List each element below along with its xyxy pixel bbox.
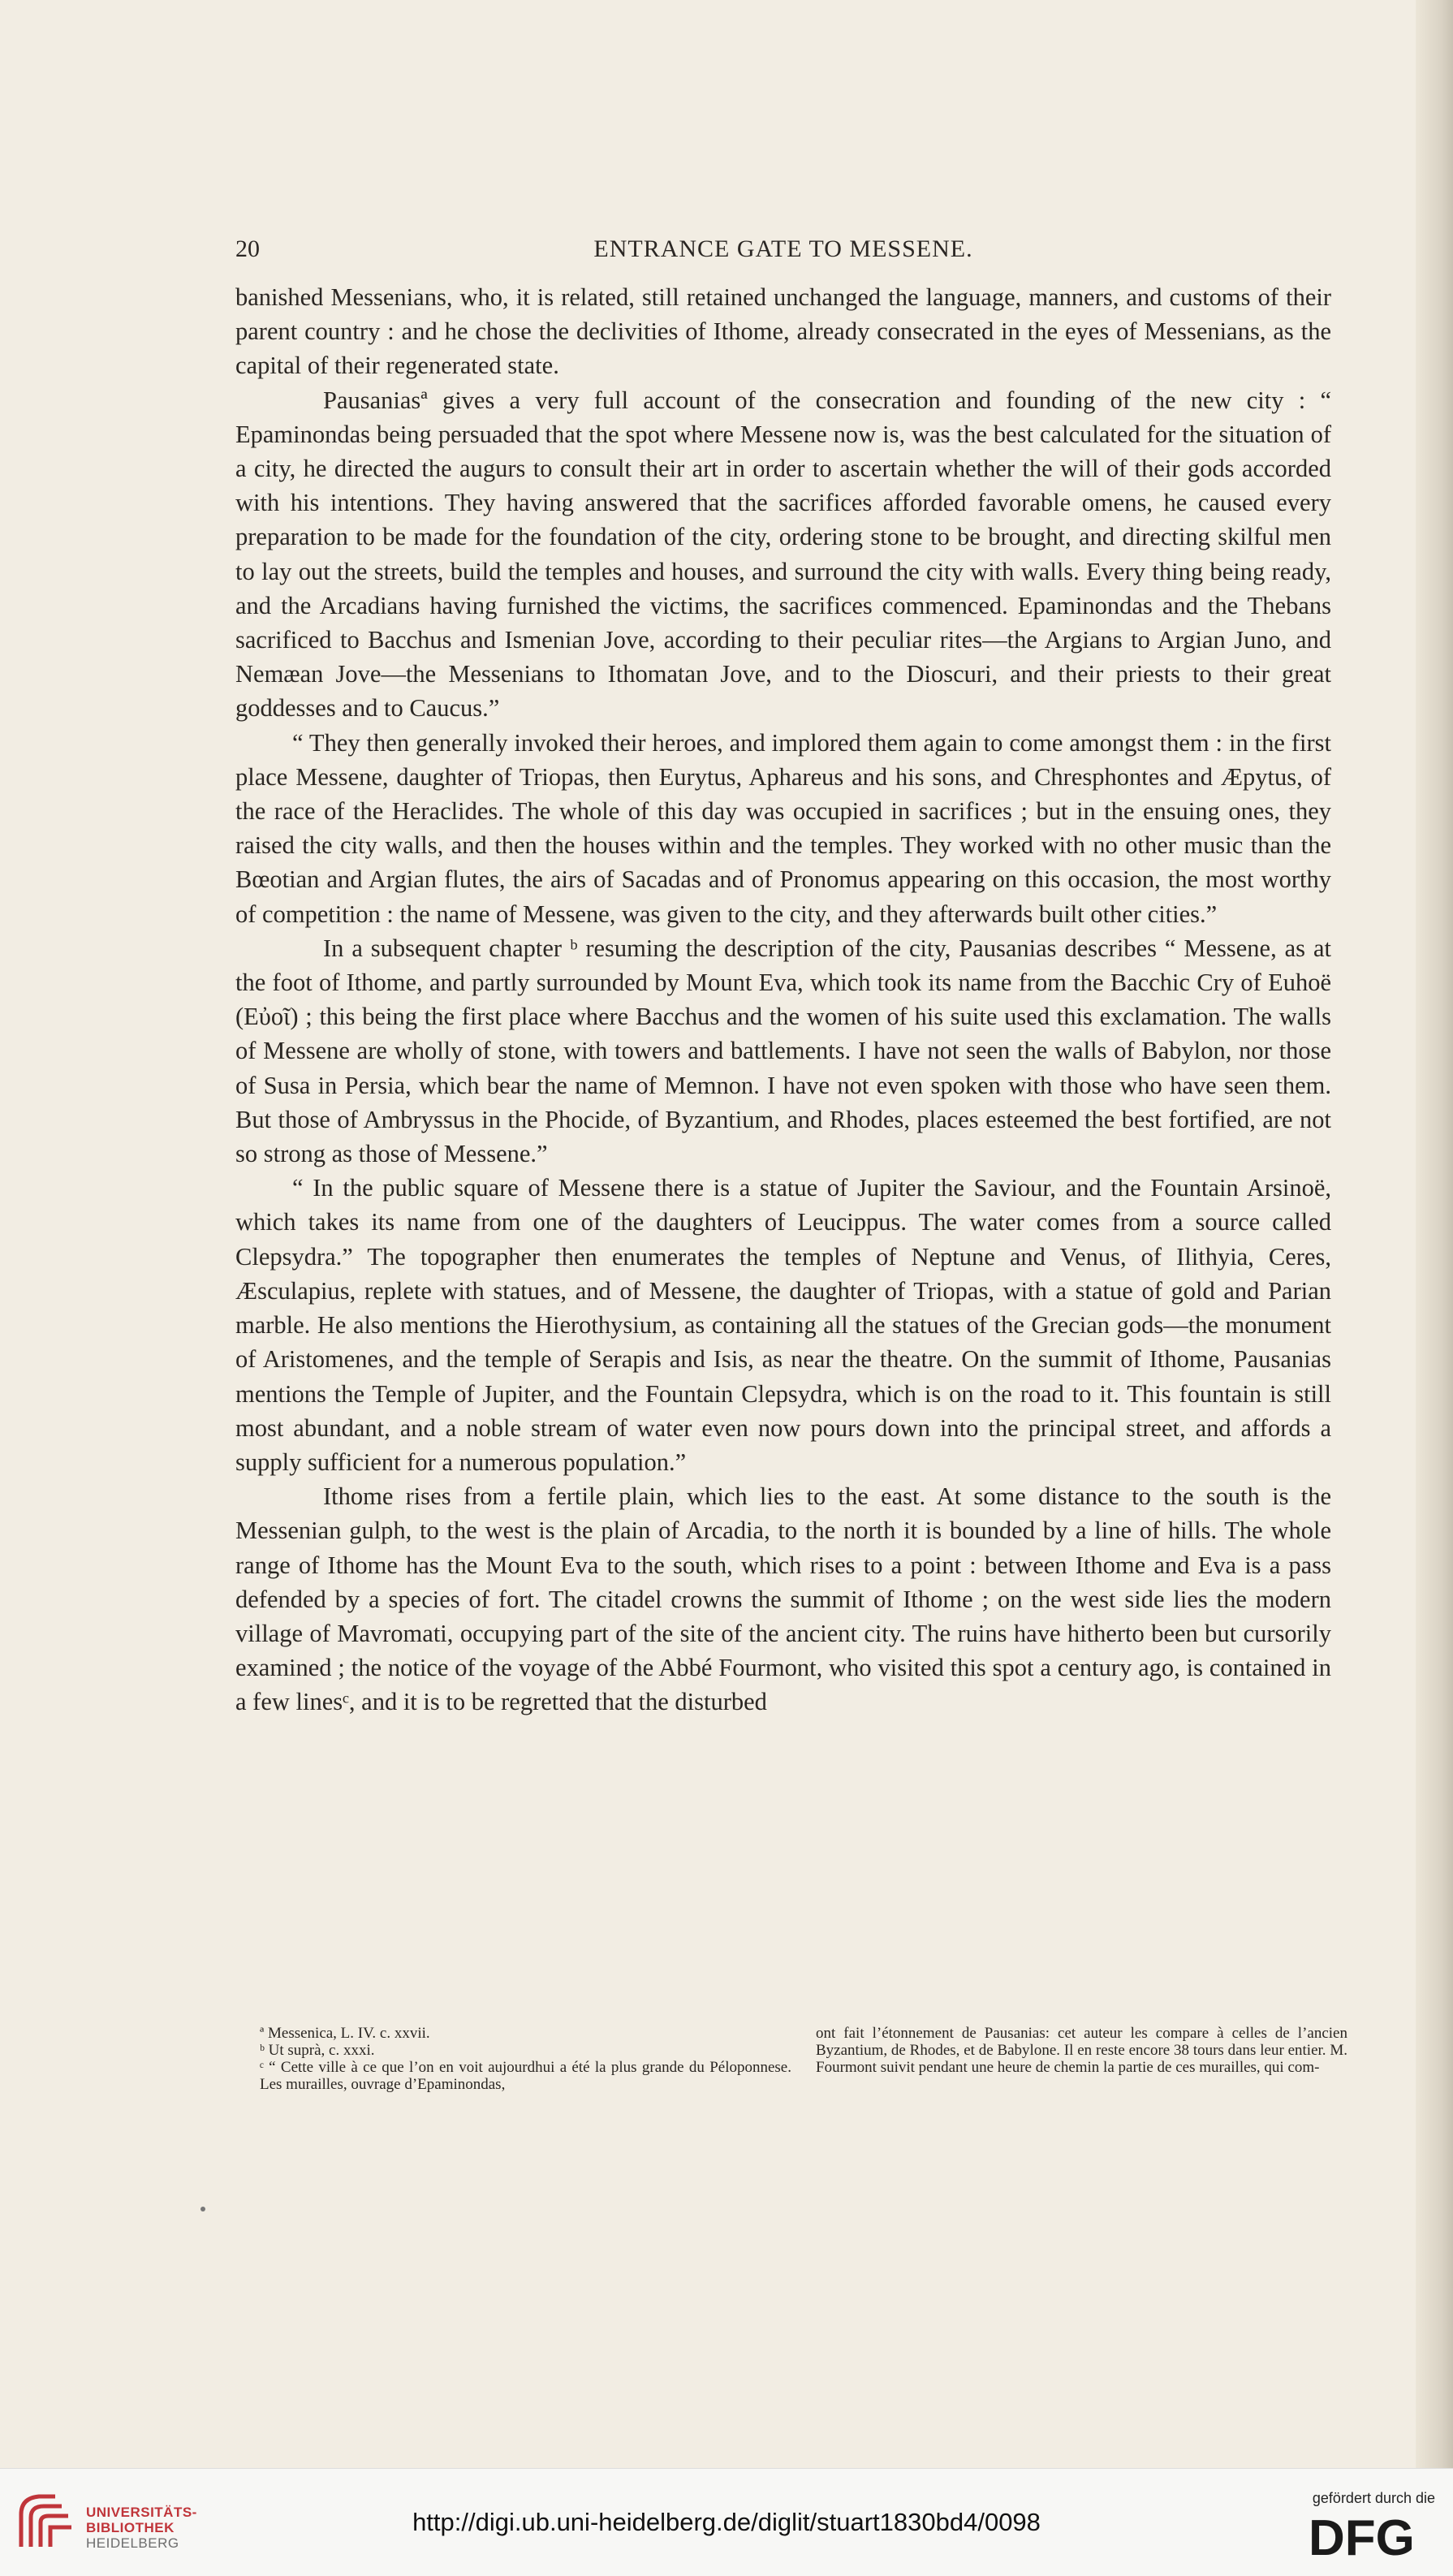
- dfg-logo-text: DFG: [1309, 2511, 1415, 2560]
- footnote-column-left: [260, 2025, 791, 2093]
- paragraph-4: In a subsequent chapter ᵇ resuming the description of the city, Pausanias describes “ Messene, as at the foot of Ithome, and partly surrounded by Mount Eva, which took its name from the Bacchic Cry of Euhoë (Εὐοῖ) ; this being the first place where Bacchus and the women of his suite used this exclamation. The walls of Messene are wholly of stone, with towers and battlements. I have not seen the walls of Babylon, nor those of Susa in Persia, which bear the name of Memnon. I have not even spoken with those who have seen them. But those of Ambryssus in the Phocide, of Byzantium, and Rhodes, places esteemed the best fortified, are not so strong as those of Messene.”: [235, 934, 1331, 1168]
- page-header: [235, 235, 1331, 268]
- footnote-c: ᶜ “ Cette ville à ce que l’on en voit aujourdhui a été la plus grande du Péloponnese. Les murailles, ouvrage d’Epaminondas,: [260, 2059, 791, 2093]
- library-name-line1: UNIVERSITÄTS-: [86, 2505, 197, 2520]
- permalink[interactable]: http://digi.ub.uni-heidelberg.de/diglit/stuart1830bd4/0098: [412, 2508, 1041, 2536]
- body-text: [235, 280, 1331, 1719]
- viewer-footer: [0, 2468, 1453, 2576]
- footnotes: [260, 2025, 1347, 2093]
- library-name-line3: HEIDELBERG: [86, 2535, 179, 2551]
- paragraph-2: Pausaniasª gives a very full account of the consecration and founding of the new city : “ Epaminondas being persuaded that the spot where Messene now is, was the best calculated for the situation of a city, he directed the augurs to consult their art in order to ascertain whether the will of their gods accorded with his intentions. They having answered that the sacrifices afforded favorable omens, he caused every preparation to be made for the foundation of the city, ordering stone to be brought, and directing skilful men to lay out the streets, build the temples and houses, and surround the city with walls. Every thing being ready, and the Arcadians having furnished the victims, the sacrifices commenced. Epaminondas and the Thebans sacrificed to Bacchus and Ismenian Jove, according to their peculiar rites—the Argians to Argian Juno, and Nemæan Jove—the Messenians to Ithomatan Jove, and to the Dioscuri, and their priests to their great goddesses and to Caucus.”: [235, 386, 1331, 723]
- paragraph-3: “ They then generally invoked their heroes, and implored them again to come amongst them : in the first place Messene, daughter of Triopas, then Eurytus, Aphareus and his sons, and Chresphontes and Æpytus, of the race of the Heraclides. The whole of this day was occupied in sacrifices ; but in the ensuing ones, they raised the city walls, and then the houses within and the temples. They worked with no other music than the Bœotian and Argian flutes, the airs of Sacadas and of Pronomus appearing on this occasion, the most worthy of competition : the name of Messene, was given to the city, and they afterwards built other cities.”: [235, 728, 1331, 928]
- footnote-a: ª Messenica, L. IV. c. xxvii.: [260, 2025, 430, 2042]
- sponsor-label: gefördert durch die: [1312, 2490, 1435, 2506]
- footnote-column-right: [816, 2025, 1347, 2093]
- paragraph-1: banished Messenians, who, it is related, still retained unchanged the language, manners, and customs of their parent country : and he chose the declivities of Ithome, already consecrated in the eyes of Messenians, as the capital of their regenerated state.: [235, 283, 1331, 380]
- paragraph-5: “ In the public square of Messene there is a statue of Jupiter the Saviour, and the Fountain Arsinoë, which takes its name from one of the daughters of Leucippus. The water comes from a source called Clepsydra.” The topographer then enumerates the temples of Neptune and Venus, of Ilithyia, Ceres, Æsculapius, replete with statues, and of Messene, the daughter of Triopas, with a statue of gold and Parian marble. He also mentions the Hierothysium, as containing all the statues of the Grecian gods—the monument of Aristomenes, and the temple of Serapis and Isis, as near the theatre. On the summit of Ithome, Pausanias mentions the Temple of Jupiter, and the Fountain Clepsydra, which is on the road to it. This fountain is still most abundant, and a noble stream of water even now pours down into the principal street, and affords a supply sufficient for a numerous population.”: [235, 1174, 1331, 1476]
- running-title: ENTRANCE GATE TO MESSENE.: [593, 235, 973, 262]
- page-edge-shadow: [1416, 0, 1453, 2468]
- footnote-c-continued: ont fait l’étonnement de Pausanias: cet auteur les compare à celles de l’ancien Byzantium, de Rhodes, et de Babylone. Il en reste encore 38 tours dans leur entier. M. Fourmont suivit pendant une heure de chemin la partie de ces murailles, qui com-: [816, 2025, 1347, 2076]
- page-number: 20: [235, 235, 260, 262]
- paragraph-6: Ithome rises from a fertile plain, which lies to the east. At some distance to the south is the Messenian gulph, to the west is the plain of Arcadia, to the north it is bounded by a line of hills. The whole range of Ithome has the Mount Eva to the south, which rises to a point : between Ithome and Eva is a pass defended by a species of fort. The citadel crowns the summit of Ithome ; on the west side lies the modern village of Mavromati, occupying part of the site of the ancient city. The ruins have hitherto been but cursorily examined ; the notice of the voyage of the Abbé Fourmont, who visited this spot a century ago, is contained in a few linesᶜ, and it is to be regretted that the disturbed: [235, 1482, 1331, 1716]
- footnote-b: ᵇ Ut suprà, c. xxxi.: [260, 2042, 375, 2059]
- page-speck: [200, 2207, 205, 2211]
- dfg-logo-icon: [1309, 2511, 1435, 2560]
- library-name-line2: BIBLIOTHEK: [86, 2520, 175, 2535]
